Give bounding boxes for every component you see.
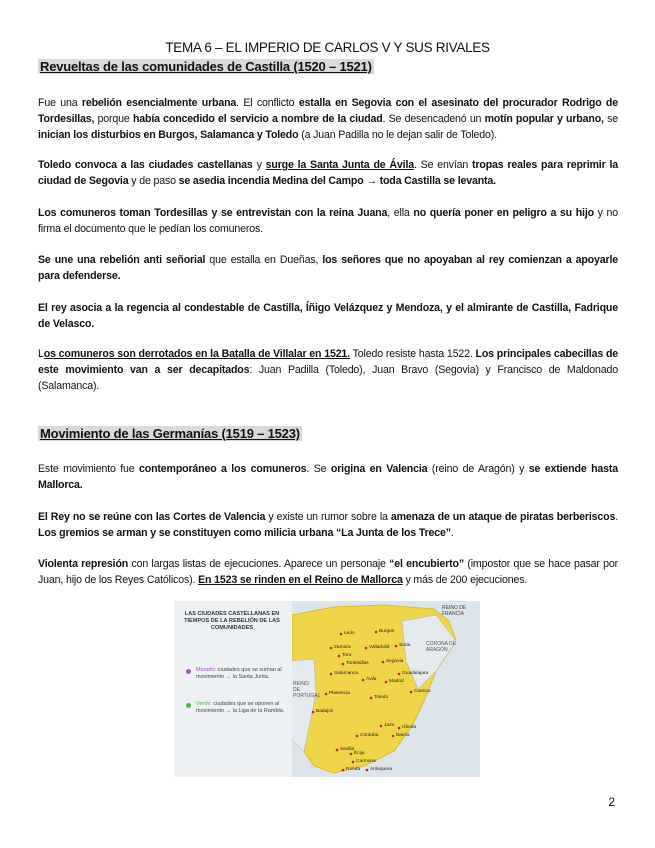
city-label: Toro <box>342 653 352 658</box>
section-heading-germanias: Movimiento de las Germanías (1519 – 1523) <box>40 426 300 441</box>
city-marker <box>366 769 369 772</box>
city-label: Carmona <box>356 759 376 764</box>
city-label: Toledo <box>374 695 389 700</box>
label-reino-francia: REINO DE FRANCIA <box>442 605 467 617</box>
city-marker <box>365 647 368 650</box>
city-marker <box>362 679 365 682</box>
city-label: Salamanca <box>334 671 358 676</box>
city-marker <box>330 647 333 650</box>
morado-dot <box>186 669 191 674</box>
paragraph-5: El rey asocia a la regencia al condestable de Castilla, Íñigo Velázquez y Mendoza, y el almirante de Castilla, Fadrique de Velasco. <box>38 302 618 330</box>
paragraph-3: Los comuneros toman Tordesillas y se entrevistan con la reina Juana, ella no quería poner en peligro a su hijo y no firma el documento que le pedían los comuneros. <box>38 207 618 235</box>
city-label: Antequera <box>370 767 393 772</box>
city-label: Zamora <box>334 645 351 650</box>
city-label: Valladolid <box>369 645 390 650</box>
paragraph-8: El Rey no se reúne con las Cortes de Valencia y existe un rumor sobre la amenaza de un ataque de piratas berberiscos. Los gremios se arman y se constituyen como milicia urbana “La Junta de los Trece”. <box>38 511 618 539</box>
paragraph-1: Fue una rebelión esencialmente urbana. El conflicto estalla en Segovia con el asesinato del procurador Rodrigo de Tordesillas, porque había concedido el servicio a nombre de la ciudad. Se desencadenó un motín popular y urbano, se inician los disturbios en Burgos, Salamanca y Toledo (a Juan Padilla no le dejan salir de Toledo). <box>38 97 618 141</box>
map-legend <box>174 601 292 777</box>
city-label: Jaén <box>384 723 395 728</box>
city-label: León <box>344 631 355 636</box>
city-marker <box>325 693 328 696</box>
city-label: Burgos <box>379 629 395 634</box>
label-reino-portugal: REINO DE PORTUGAL <box>293 681 321 699</box>
city-label: Segovia <box>386 659 404 664</box>
city-label: Badajoz <box>316 709 334 714</box>
city-marker <box>340 633 343 636</box>
city-label: Sevilla <box>340 747 355 752</box>
city-marker <box>330 673 333 676</box>
city-label: Cuenca <box>414 689 431 694</box>
section-heading-comunidades: Revueltas de las comunidades de Castilla (1520 – 1521) <box>40 59 372 74</box>
paragraph-7: Este movimiento fue contemporáneo a los comuneros. Se origina en Valencia (reino de Aragón) y se extiende hasta Mallorca. <box>38 463 618 491</box>
city-marker <box>398 673 401 676</box>
city-marker <box>342 769 345 772</box>
label-corona-aragon: CORONA DE ARAGÓN <box>426 641 457 653</box>
city-label: Baeza <box>396 733 410 738</box>
map-title: LAS CIUDADES CASTELLANAS EN TIEMPOS DE LA REBELIÓN DE LAS COMUNIDADES <box>184 611 280 631</box>
city-marker <box>312 711 315 714</box>
city-label: Madrid <box>389 679 404 684</box>
city-label: Écija <box>354 751 365 756</box>
city-marker <box>370 697 373 700</box>
paragraph-6: Los comuneros son derrotados en la Batalla de Villalar en 1521. Toledo resiste hasta 1522. Los principales cabecillas de este movimiento van a ser decapitados: Juan Padilla (Toledo), Juan Bravo (Segovia) y Francisco de Maldonado (Salamanca). <box>38 348 619 392</box>
city-label: Guadalajara <box>402 671 429 676</box>
city-label: Soria <box>399 643 411 648</box>
city-marker <box>352 761 355 764</box>
city-marker <box>350 753 353 756</box>
city-label: Ávila <box>366 677 377 682</box>
verde-dot <box>186 703 191 708</box>
city-marker <box>382 661 385 664</box>
paragraph-2: Toledo convoca a las ciudades castellanas y surge la Santa Junta de Ávila. Se envían tropas reales para reprimir la ciudad de Segovia y de paso se asedia incendia Medina del Campo → toda Castilla se levanta. <box>38 159 618 187</box>
page-number: 2 <box>608 795 615 809</box>
city-marker <box>342 663 345 666</box>
city-label: Plasencia <box>329 691 350 696</box>
page-title: TEMA 6 – EL IMPERIO DE CARLOS V Y SUS RIVALES <box>165 40 490 55</box>
city-marker <box>356 735 359 738</box>
city-label: Córdoba <box>360 733 379 738</box>
legend-morado: Morado: ciudades que se suman al movimiento → la Santa Junta. <box>196 667 282 680</box>
paragraph-4: Se une una rebelión anti señorial que estalla en Dueñas, los señores que no apoyaban al rey comienzan a apoyarle para defenderse. <box>38 254 618 282</box>
city-marker <box>336 749 339 752</box>
legend-verde: Verde: ciudades que se oponen al movimiento → la Liga de la Rambla. <box>196 701 285 714</box>
city-marker <box>385 681 388 684</box>
city-marker <box>395 645 398 648</box>
city-label: Úbeda <box>402 725 417 730</box>
city-marker <box>410 691 413 694</box>
city-marker <box>398 727 401 730</box>
comunidades-map <box>174 601 480 777</box>
city-marker <box>338 655 341 658</box>
city-label: Tordesillas <box>346 661 369 666</box>
city-marker <box>375 631 378 634</box>
paragraph-9: Violenta represión con largas listas de ejecuciones. Aparece un personaje “el encubierto” (impostor que se hace pasar por Juan, hijo de los Reyes Católicos). En 1523 se rinden en el Reino de Mallorca y más de 200 ejecuciones. <box>38 558 618 586</box>
city-marker <box>380 725 383 728</box>
city-label: Ronda <box>346 767 361 772</box>
city-marker <box>392 735 395 738</box>
